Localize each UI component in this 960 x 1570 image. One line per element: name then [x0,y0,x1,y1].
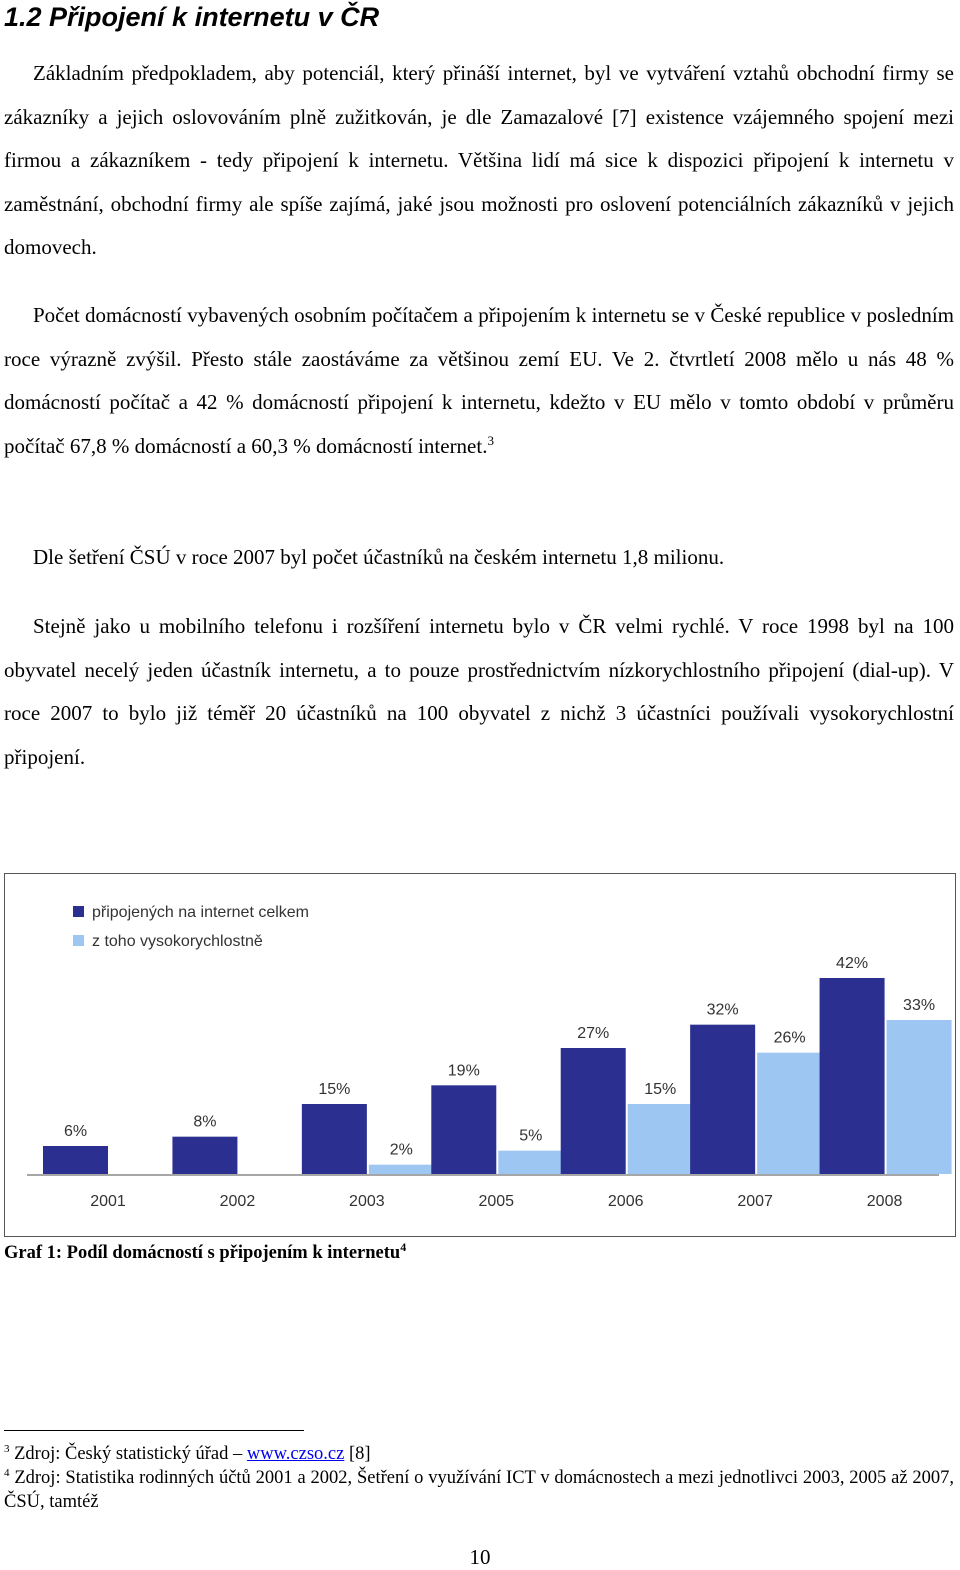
tick-label-2006: 2006 [607,1193,644,1210]
legend-swatch-total [73,906,84,917]
bar-total-2003 [302,1104,367,1174]
bar-highspeed-2007 [757,1053,822,1174]
tick-label-2008: 2008 [866,1193,903,1210]
data-label-highspeed-2005: 5% [519,1127,543,1145]
section-heading: 1.2 Připojení k internetu v ČR [4,2,380,32]
bar-total-2005 [431,1085,496,1174]
data-label-highspeed-2008: 33% [903,997,936,1014]
legend-label-total: připojených na internet celkem [92,904,310,921]
chart-canvas [5,874,954,1235]
bar-highspeed-2006 [628,1104,693,1174]
tick-label-2002: 2002 [219,1193,256,1210]
tick-label-2007: 2007 [737,1193,773,1210]
bar-total-2008 [820,978,885,1174]
tick-label-2003: 2003 [349,1193,385,1210]
data-label-highspeed-2007: 26% [773,1029,806,1047]
page-number: 10 [469,1545,491,1569]
footnote-4 [4,1466,954,1514]
bar-total-2006 [561,1048,626,1174]
paragraph-2 [4,294,954,468]
data-label-total-2003: 15% [318,1081,351,1098]
footnote-text: Zdroj: Statistika rodinných účtů 2001 a 2002, Šetření o využívání ICT v domácnostech a mezi jednotlivci 2003, 2005 až 2007, ČSÚ, tamtéž [4,1468,955,1512]
paragraph-3: Dle šetření ČSÚ v roce 2007 byl počet účastníků na českém internetu 1,8 milionu. [33,545,725,569]
bar-highspeed-2003 [369,1165,434,1174]
bar-total-2007 [690,1025,755,1174]
bar-total-2001 [43,1146,108,1174]
footnote-ref-3[interactable]: 3 [487,432,494,448]
paragraph-2-text: Počet domácností vybavených osobním počítačem a připojením k internetu se v České republice v posledním roce výrazně zvýšil. Přesto stále zaostáváme za většinou zemí EU. Ve 2. čtvrtletí 2008 mělo u nás 48 % domácností počítač a 42 % domácností připojení k internetu, kdežto v EU mělo v tomto období v průměru počítač 67,8 % domácností a 60,3 % domácností internet. [4,303,954,458]
data-label-total-2008: 42% [836,955,869,972]
data-label-total-2001: 6% [63,1123,88,1140]
tick-label-2001: 2001 [90,1193,126,1210]
bar-chart [4,873,956,1237]
footnote-ref-4[interactable]: 4 [400,1239,407,1254]
legend-swatch-highspeed [73,935,84,946]
czso-link[interactable]: www.czso.cz [246,1444,345,1464]
data-label-total-2002: 8% [193,1113,217,1131]
bar-highspeed-2005 [498,1151,563,1174]
footnote-number: 3 [4,1442,10,1455]
caption-text: Graf 1: Podíl domácností s připojením k internetu [4,1243,401,1263]
chart-caption [4,1240,406,1266]
bar-total-2002 [172,1137,237,1174]
data-label-total-2007: 32% [706,1001,739,1019]
footnote-separator [4,1430,304,1431]
paragraph-4: Stejně jako u mobilního telefonu i rozšíření internetu bylo v ČR velmi rychlé. V roce 1998 byl na 100 obyvatel necelý jeden účastník internetu, a to pouze prostřednictvím nízkorychlostního připojení (dial-up). V roce 2007 to bylo již téměř 20 účastníků na 100 obyvatel z nichž 3 účastníci používali vysokorychlostní připojení. [4,614,954,769]
tick-label-2005: 2005 [478,1193,515,1210]
data-label-highspeed-2003: 2% [389,1141,413,1159]
legend-label-highspeed: z toho vysokorychlostně [92,933,263,950]
footnote-3 [4,1442,954,1466]
bar-highspeed-2008 [887,1020,952,1174]
data-label-total-2005: 19% [447,1062,480,1080]
data-label-highspeed-2006: 15% [644,1081,677,1098]
footnote-text-after: [8] [344,1444,371,1464]
paragraph-1: Základním předpokladem, aby potenciál, který přináší internet, byl ve vytváření vztahů obchodní firmy se zákazníky a jejich oslovováním plně zužitkován, je dle Zamazalové [7] existence vzájemného spojení mezi firmou a zákazníkem - tedy připojení k internetu. Většina lidí má sice k dispozici připojení k internetu v zaměstnání, obchodní firmy ale spíše zajímá, jaké jsou možnosti pro oslovení potenciálních zákazníků v jejich domovech. [4,61,954,259]
footnote-number: 4 [4,1466,10,1479]
footnote-text: Zdroj: Český statistický úřad – [14,1444,247,1464]
data-label-total-2006: 27% [577,1025,610,1042]
